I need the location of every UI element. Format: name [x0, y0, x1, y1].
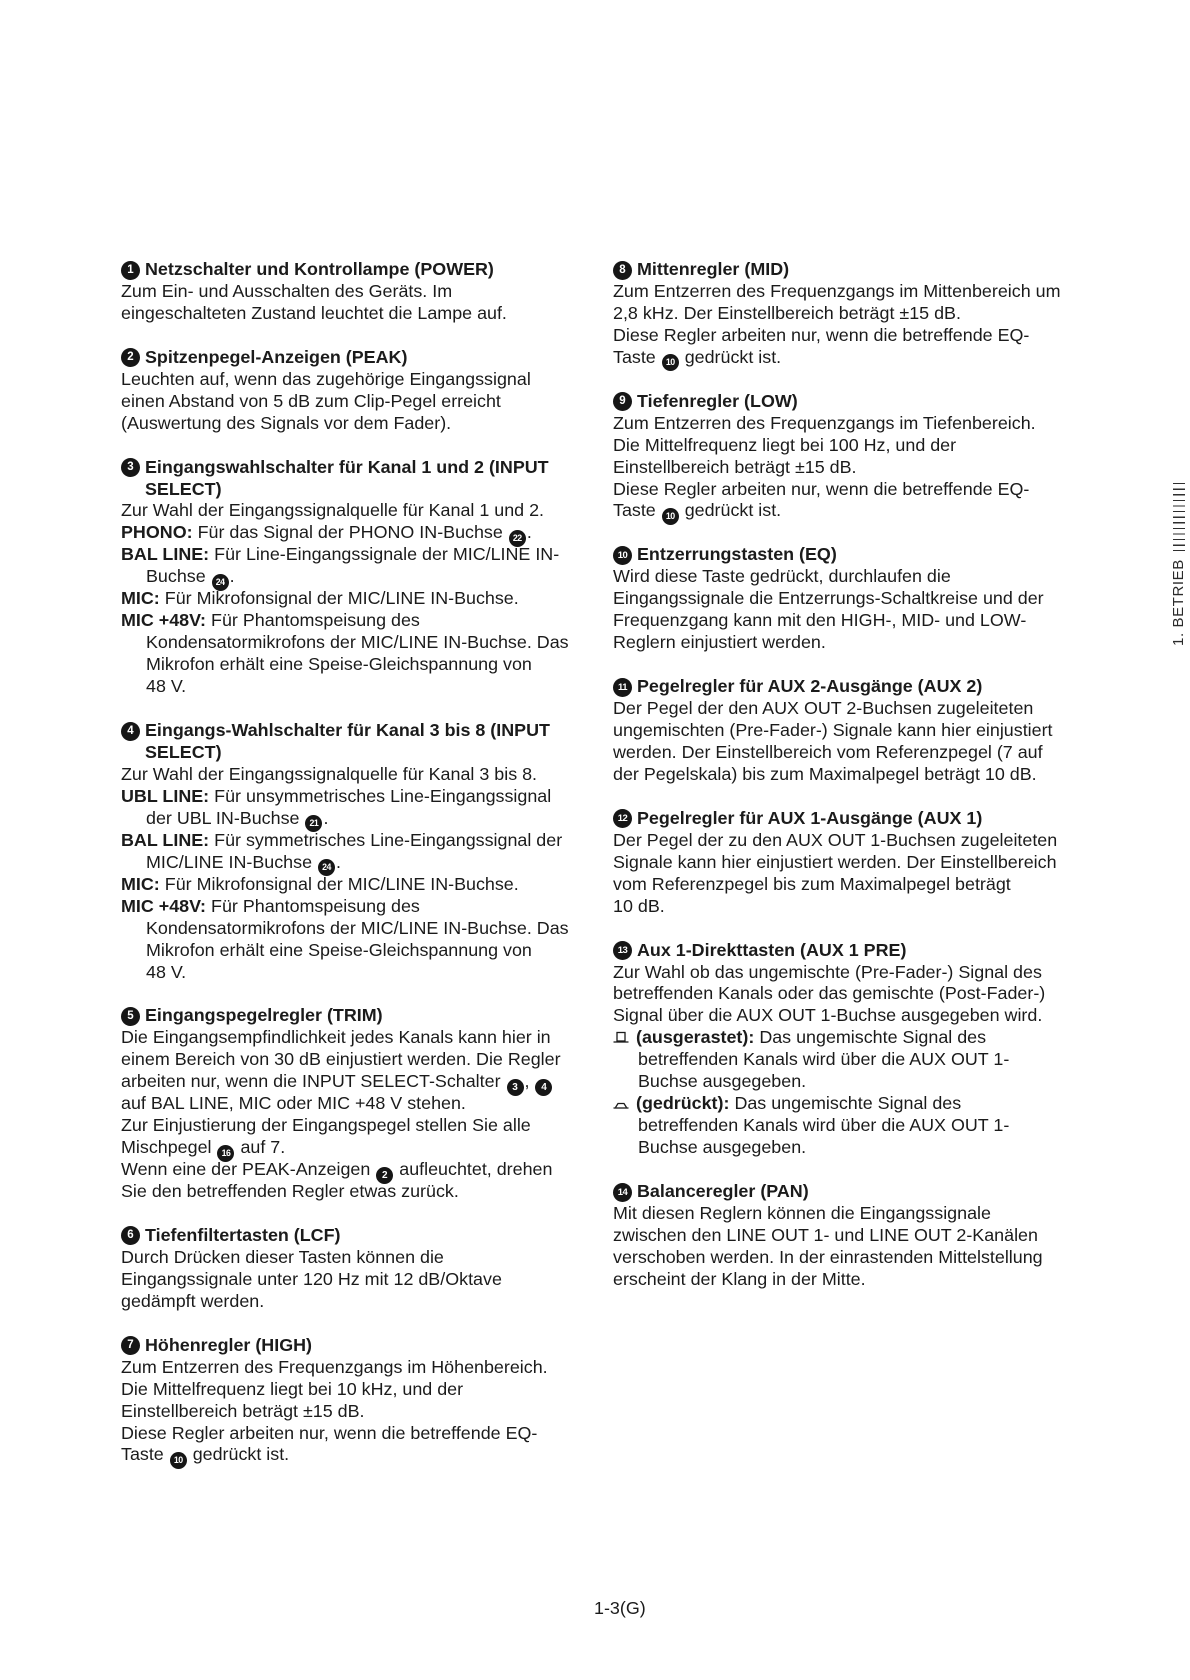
item-heading	[121, 1335, 589, 1357]
paragraph	[121, 500, 589, 522]
paragraph	[613, 698, 1083, 786]
text-line	[121, 1269, 589, 1291]
text-line	[121, 1049, 589, 1071]
definition-term: BAL LINE:	[121, 829, 210, 850]
text-segment: Einstellbereich beträgt ±15 dB.	[121, 1400, 365, 1421]
item-12	[613, 808, 1083, 918]
text-line	[146, 654, 589, 676]
item-heading	[121, 720, 589, 764]
title-line: Eingangswahlschalter für Kanal 1 und 2 (INPUT	[145, 456, 549, 477]
text-line	[121, 303, 589, 325]
item-number-badge: 10	[613, 546, 632, 565]
text-line	[146, 962, 589, 984]
title-line: Pegelregler für AUX 2-Ausgänge (AUX 2)	[637, 676, 983, 697]
text-line	[121, 1093, 589, 1115]
text-line	[121, 281, 589, 303]
definition-item	[121, 588, 589, 610]
paragraph	[613, 566, 1083, 654]
left-column	[121, 259, 589, 1466]
button-released-icon	[613, 1030, 629, 1044]
text-segment: Buchse ausgegeben.	[638, 1071, 807, 1092]
text-line	[613, 500, 1083, 522]
text-line	[613, 588, 1083, 610]
text-segment: Wenn eine der PEAK-Anzeigen	[121, 1159, 376, 1180]
definition-item	[121, 544, 589, 588]
text-line	[121, 1401, 589, 1423]
item-title-text	[145, 259, 589, 281]
text-line	[121, 896, 589, 918]
item-number-badge: 10	[170, 1452, 187, 1469]
title-line: Entzerrungstasten (EQ)	[637, 544, 837, 565]
text-line	[613, 830, 1083, 852]
item-title-text	[145, 1005, 589, 1027]
text-line	[121, 1247, 589, 1269]
item-heading	[121, 457, 589, 501]
item-9	[613, 391, 1083, 523]
definition-item	[121, 874, 589, 896]
text-segment: Buchse ausgegeben.	[638, 1137, 807, 1158]
section-tab-label: 1. BETRIEB	[1170, 559, 1187, 646]
text-line	[613, 1225, 1083, 1247]
text-segment: einen Abstand von 5 dB zum Clip-Pegel erreicht	[121, 390, 501, 411]
title-line: Netzschalter und Kontrollampe (POWER)	[145, 259, 494, 279]
item-number-badge: 9	[613, 392, 632, 411]
definition-item	[121, 522, 589, 544]
text-segment: .	[323, 807, 329, 828]
paragraph	[613, 830, 1083, 918]
item-title-text	[145, 457, 589, 501]
text-line	[613, 610, 1083, 632]
paragraph	[613, 1203, 1083, 1291]
text-segment: 48 V.	[146, 961, 187, 982]
definition-term: (ausgerastet):	[636, 1027, 755, 1048]
text-segment: Mikrofon erhält eine Speise-Gleichspannung von	[146, 939, 532, 960]
paragraph	[613, 962, 1083, 1028]
text-line	[613, 457, 1083, 479]
text-segment: vom Referenzpegel bis zum Maximalpegel beträgt	[613, 873, 1011, 894]
text-line	[146, 852, 589, 874]
right-column	[613, 259, 1083, 1291]
item-title-text	[637, 808, 1083, 830]
text-line	[613, 742, 1083, 764]
text-line	[121, 522, 589, 544]
text-line	[613, 347, 1083, 369]
text-segment: arbeiten nur, wenn die INPUT SELECT-Schalter	[121, 1071, 506, 1092]
item-number-badge: 24	[318, 859, 335, 876]
text-line	[613, 874, 1083, 896]
item-number-badge: 24	[212, 574, 229, 591]
text-segment: Leuchten auf, wenn das zugehörige Eingangssignal	[121, 368, 531, 389]
title-line: Eingangspegelregler (TRIM)	[145, 1005, 383, 1026]
definition-item	[613, 1027, 1083, 1093]
item-10	[613, 544, 1083, 654]
text-segment: 10 dB.	[613, 895, 665, 916]
text-segment: Frequenzgang kann mit den HIGH-, MID- und LOW-	[613, 610, 1027, 631]
text-line	[613, 1005, 1083, 1027]
text-line	[613, 1203, 1083, 1225]
text-line	[121, 1357, 589, 1379]
text-segment: Zum Entzerren des Frequenzgangs im Mittenbereich um	[613, 280, 1061, 301]
text-segment: Zum Entzerren des Frequenzgangs im Tiefenbereich.	[613, 412, 1036, 433]
text-line	[613, 566, 1083, 588]
text-line	[613, 983, 1083, 1005]
text-segment: gedrückt ist.	[679, 346, 782, 367]
text-line	[121, 874, 589, 896]
title-line: Pegelregler für AUX 1-Ausgänge (AUX 1)	[637, 807, 983, 828]
item-heading	[613, 544, 1083, 566]
text-line	[121, 830, 589, 852]
item-number-badge: 4	[535, 1079, 552, 1096]
definition-term: PHONO:	[121, 522, 193, 543]
item-4	[121, 720, 589, 983]
item-title-text	[637, 1181, 1083, 1203]
item-3	[121, 457, 589, 698]
text-segment: Der Pegel der den AUX OUT 2-Buchsen zugeleiteten	[613, 698, 1034, 719]
text-segment: Zur Einjustierung der Eingangspegel stellen Sie alle	[121, 1115, 531, 1136]
text-segment: 48 V.	[146, 676, 187, 697]
text-segment: betreffenden Kanals wird über die AUX OUT 1-	[638, 1115, 1010, 1136]
text-segment: Diese Regler arbeiten nur, wenn die betreffende EQ-	[613, 478, 1030, 499]
item-8	[613, 259, 1083, 369]
text-segment: aufleuchtet, drehen	[394, 1159, 553, 1180]
paragraph	[121, 1247, 589, 1313]
text-line	[121, 1115, 589, 1137]
text-line	[121, 1137, 589, 1159]
text-line	[121, 1291, 589, 1313]
text-segment: Mit diesen Reglern können die Eingangssignale	[613, 1202, 991, 1223]
item-title-text	[145, 1225, 589, 1247]
text-line	[121, 786, 589, 808]
text-line	[146, 808, 589, 830]
text-segment: Eingangssignale unter 120 Hz mit 12 dB/Oktave	[121, 1268, 502, 1289]
definition-term: (gedrückt):	[636, 1093, 730, 1114]
item-title-text	[637, 940, 1083, 962]
text-line	[121, 1444, 589, 1466]
text-line	[613, 962, 1083, 984]
definition-item	[121, 786, 589, 830]
item-heading	[121, 1005, 589, 1027]
paragraph	[121, 1027, 589, 1203]
definition-term: UBL LINE:	[121, 785, 210, 806]
text-line	[613, 764, 1083, 786]
title-line: SELECT)	[145, 478, 222, 499]
item-heading	[613, 259, 1083, 281]
item-number-badge: 5	[121, 1007, 140, 1026]
text-segment: Durch Drücken dieser Tasten können die	[121, 1246, 444, 1267]
paragraph	[121, 281, 589, 325]
text-segment: Für Phantomspeisung des	[211, 610, 420, 631]
text-segment: Kondensatormikrofons der MIC/LINE IN-Buchse. Das	[146, 632, 569, 653]
text-line	[121, 764, 589, 786]
text-segment: zwischen den LINE OUT 1- und LINE OUT 2-Kanälen	[613, 1224, 1038, 1245]
item-11	[613, 676, 1083, 786]
text-segment: der Pegelskala) bis zum Maximalpegel beträgt 10 dB.	[613, 763, 1037, 784]
text-segment: Zum Entzerren des Frequenzgangs im Höhenbereich.	[121, 1356, 548, 1377]
item-title-text	[145, 720, 589, 764]
item-7	[121, 1335, 589, 1467]
text-line	[613, 1093, 1083, 1115]
text-line	[613, 720, 1083, 742]
item-heading	[613, 391, 1083, 413]
definition-item	[613, 1093, 1083, 1159]
page-number: 1-3(G)	[594, 1598, 646, 1618]
item-number-badge: 12	[613, 809, 632, 828]
text-segment: (Auswertung des Signals vor dem Fader).	[121, 412, 452, 433]
item-2	[121, 347, 589, 435]
text-line	[613, 698, 1083, 720]
text-line	[121, 500, 589, 522]
text-segment: eingeschalteten Zustand leuchtet die Lampe auf.	[121, 302, 507, 323]
text-segment: .	[229, 566, 235, 587]
text-line	[613, 479, 1083, 501]
text-line	[146, 632, 589, 654]
text-segment: Das ungemischte Signal des	[759, 1027, 987, 1048]
text-line	[121, 1027, 589, 1049]
section-tab-marker	[1173, 483, 1185, 551]
definition-item	[121, 610, 589, 698]
text-segment: einem Bereich von 30 dB einjustiert werden. Die Regler	[121, 1049, 561, 1070]
item-number-badge: 14	[613, 1183, 632, 1202]
text-line	[613, 325, 1083, 347]
item-number-badge: 21	[305, 815, 322, 832]
text-segment: Sie den betreffenden Regler etwas zurück.	[121, 1181, 459, 1202]
item-heading	[613, 808, 1083, 830]
text-line	[121, 1159, 589, 1181]
text-segment: Für Line-Eingangssignale der MIC/LINE IN-	[214, 544, 560, 565]
item-number-badge: 3	[121, 458, 140, 477]
definition-term: BAL LINE:	[121, 544, 210, 565]
item-number-badge: 2	[121, 348, 140, 367]
text-segment: Zum Ein- und Ausschalten des Geräts. Im	[121, 280, 453, 301]
text-line	[613, 1027, 1083, 1049]
definition-term: MIC:	[121, 873, 160, 894]
text-line	[121, 413, 589, 435]
button-pressed-icon	[613, 1096, 629, 1110]
item-number-badge: 4	[121, 722, 140, 741]
definition-term: MIC +48V:	[121, 610, 207, 631]
item-heading	[613, 676, 1083, 698]
title-line: Eingangs-Wahlschalter für Kanal 3 bis 8 (INPUT	[145, 720, 550, 741]
text-line	[121, 391, 589, 413]
text-segment: 2,8 kHz. Der Einstellbereich beträgt ±15 dB.	[613, 302, 961, 323]
text-segment: erscheint der Klang in der Mitte.	[613, 1268, 866, 1289]
text-line	[613, 632, 1083, 654]
text-segment: Für Mikrofonsignal der MIC/LINE IN-Buchse.	[164, 588, 519, 609]
text-segment: Mischpegel	[121, 1137, 217, 1158]
text-segment: Wird diese Taste gedrückt, durchlaufen die	[613, 566, 951, 587]
item-14	[613, 1181, 1083, 1291]
text-segment: ungemischten (Pre-Fader-) Signale kann hier einjustiert	[613, 720, 1053, 741]
text-segment: Kondensatormikrofons der MIC/LINE IN-Buchse. Das	[146, 917, 569, 938]
paragraph	[121, 1357, 589, 1467]
title-line: Mittenregler (MID)	[637, 259, 790, 279]
text-segment: Für Mikrofonsignal der MIC/LINE IN-Buchse.	[164, 873, 519, 894]
text-line	[613, 303, 1083, 325]
text-segment: Für unsymmetrisches Line-Eingangssignal	[214, 785, 552, 806]
text-segment: gedrückt ist.	[187, 1444, 290, 1465]
definition-item	[121, 830, 589, 874]
item-heading	[613, 940, 1083, 962]
text-segment: Die Mittelfrequenz liegt bei 100 Hz, und der	[613, 434, 957, 455]
text-segment: Taste	[613, 346, 661, 367]
text-segment: Signale kann hier einjustiert werden. Der Einstellbereich	[613, 851, 1057, 872]
text-segment: Einstellbereich beträgt ±15 dB.	[613, 456, 857, 477]
paragraph	[121, 369, 589, 435]
text-line	[146, 566, 589, 588]
item-number-badge: 3	[507, 1079, 524, 1096]
text-segment: betreffenden Kanals wird über die AUX OUT 1-	[638, 1049, 1010, 1070]
text-segment: Für das Signal der PHONO IN-Buchse	[197, 522, 508, 543]
title-line: SELECT)	[145, 741, 222, 762]
title-line: Höhenregler (HIGH)	[145, 1334, 312, 1355]
text-segment: .	[526, 522, 532, 543]
item-6	[121, 1225, 589, 1313]
item-number-badge: 16	[217, 1145, 234, 1162]
text-line	[146, 940, 589, 962]
text-segment: Für Phantomspeisung des	[211, 895, 420, 916]
text-segment: Zur Wahl der Eingangssignalquelle für Kanal 3 bis 8.	[121, 763, 538, 784]
text-segment: ,	[524, 1071, 535, 1092]
item-1	[121, 259, 589, 325]
text-segment: gedrückt ist.	[679, 500, 782, 521]
text-line	[613, 1247, 1083, 1269]
text-segment: Eingangssignale die Entzerrungs-Schaltkreise und der	[613, 588, 1044, 609]
text-line	[613, 281, 1083, 303]
text-line	[146, 918, 589, 940]
item-number-badge: 13	[613, 941, 632, 960]
definition-term: MIC:	[121, 588, 160, 609]
text-segment: Der Pegel der zu den AUX OUT 1-Buchsen zugeleiteten	[613, 829, 1058, 850]
title-line: Tiefenfiltertasten (LCF)	[145, 1224, 341, 1245]
text-line	[613, 435, 1083, 457]
text-segment: gedämpft werden.	[121, 1290, 265, 1311]
text-segment: Diese Regler arbeiten nur, wenn die betreffende EQ-	[121, 1422, 538, 1443]
paragraph	[613, 413, 1083, 523]
text-line	[638, 1137, 1083, 1159]
item-number-badge: 2	[376, 1167, 393, 1184]
paragraph	[613, 281, 1083, 369]
text-segment: Für symmetrisches Line-Eingangssignal der	[214, 829, 563, 850]
text-segment: Taste	[121, 1444, 169, 1465]
text-segment: MIC/LINE IN-Buchse	[146, 851, 318, 872]
item-title-text	[637, 391, 1083, 413]
text-segment: Diese Regler arbeiten nur, wenn die betreffende EQ-	[613, 324, 1030, 345]
text-line	[613, 896, 1083, 918]
text-segment: verschoben werden. In der einrastenden Mittelstellung	[613, 1246, 1043, 1267]
item-number-badge: 22	[509, 530, 526, 547]
item-number-badge: 10	[662, 354, 679, 371]
title-line: Aux 1-Direkttasten (AUX 1 PRE)	[637, 939, 907, 960]
text-line	[613, 1269, 1083, 1291]
title-line: Balanceregler (PAN)	[637, 1181, 809, 1202]
text-line	[121, 369, 589, 391]
item-number-badge: 10	[662, 508, 679, 525]
item-number-badge: 11	[613, 678, 632, 697]
item-number-badge: 7	[121, 1336, 140, 1355]
definition-item	[121, 896, 589, 984]
text-segment: der UBL IN-Buchse	[146, 807, 305, 828]
text-line	[121, 1181, 589, 1203]
text-segment: Das ungemischte Signal des	[734, 1093, 962, 1114]
text-line	[121, 544, 589, 566]
text-segment: auf 7.	[235, 1137, 286, 1158]
text-line	[121, 1423, 589, 1445]
text-line	[121, 588, 589, 610]
paragraph	[121, 764, 589, 786]
text-segment: Signal über die AUX OUT 1-Buchse ausgegeben wird.	[613, 1005, 1043, 1026]
text-segment: Die Mittelfrequenz liegt bei 10 kHz, und der	[121, 1378, 464, 1399]
text-line	[121, 610, 589, 632]
item-heading	[121, 347, 589, 369]
text-segment: Mikrofon erhält eine Speise-Gleichspannung von	[146, 654, 532, 675]
title-line: Spitzenpegel-Anzeigen (PEAK)	[145, 346, 408, 367]
text-segment: Taste	[613, 500, 661, 521]
item-title-text	[145, 1335, 589, 1357]
text-line	[613, 413, 1083, 435]
text-segment: Die Eingangsempfindlichkeit jedes Kanals kann hier in	[121, 1027, 551, 1048]
item-number-badge: 8	[613, 261, 632, 280]
text-segment: Reglern einjustiert werden.	[613, 632, 826, 653]
text-segment: Buchse	[146, 566, 211, 587]
title-line: Tiefenregler (LOW)	[637, 390, 798, 411]
text-line	[613, 852, 1083, 874]
text-line	[638, 1071, 1083, 1093]
item-heading	[613, 1181, 1083, 1203]
text-segment: werden. Der Einstellbereich vom Referenzpegel (7 auf	[613, 741, 1043, 762]
text-line	[146, 676, 589, 698]
text-segment: Zur Wahl der Eingangssignalquelle für Kanal 1 und 2.	[121, 500, 545, 521]
item-title-text	[637, 676, 1083, 698]
item-number-badge: 6	[121, 1226, 140, 1245]
item-number-badge: 1	[121, 261, 140, 280]
item-5	[121, 1005, 589, 1203]
text-segment: betreffenden Kanals oder das gemischte (Post-Fader-)	[613, 983, 1046, 1004]
item-heading	[121, 259, 589, 281]
item-13	[613, 940, 1083, 1160]
text-segment: .	[336, 851, 341, 872]
text-line	[121, 1379, 589, 1401]
text-line	[638, 1049, 1083, 1071]
text-line	[638, 1115, 1083, 1137]
text-segment: auf BAL LINE, MIC oder MIC +48 V stehen.	[121, 1093, 466, 1114]
definition-term: MIC +48V:	[121, 895, 207, 916]
item-heading	[121, 1225, 589, 1247]
item-title-text	[637, 259, 1083, 281]
item-title-text	[145, 347, 589, 369]
item-title-text	[637, 544, 1083, 566]
text-line	[121, 1071, 589, 1093]
text-segment: Zur Wahl ob das ungemischte (Pre-Fader-) Signal des	[613, 961, 1042, 982]
